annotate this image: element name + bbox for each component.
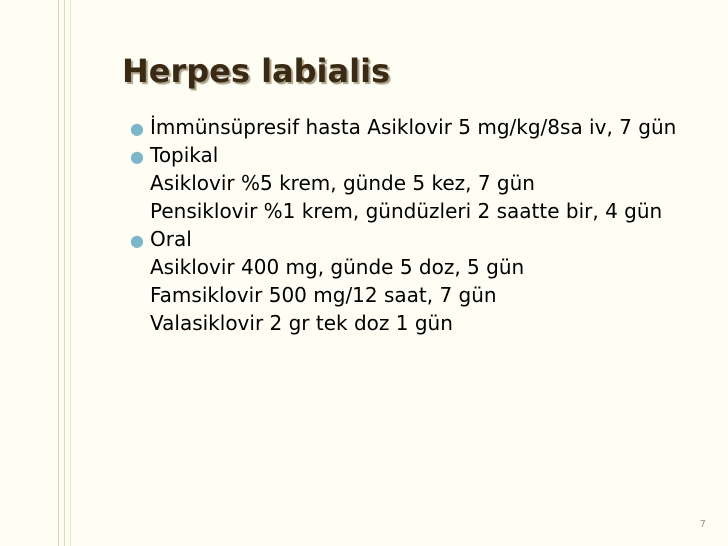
sub-line-text: Pensiklovir %1 krem, gündüzleri 2 saatte bir, 4 gün — [150, 199, 663, 223]
sub-line — [130, 173, 710, 193]
bullet-icon: ● — [130, 231, 144, 250]
bullet-text: Topikal — [150, 143, 219, 167]
sub-line — [130, 201, 710, 221]
slide-content — [130, 117, 710, 333]
sub-line — [130, 257, 710, 277]
bullet-item — [130, 117, 710, 137]
sub-line-text: Famsiklovir 500 mg/12 saat, 7 gün — [150, 283, 497, 307]
sub-line-text: Asiklovir %5 krem, günde 5 kez, 7 gün — [150, 171, 535, 195]
page-number: 7 — [699, 519, 706, 530]
slide-title: Herpes labialis — [122, 52, 391, 90]
bullet-text: Oral — [150, 227, 192, 251]
decorative-line — [64, 0, 65, 546]
sub-line-text: Valasiklovir 2 gr tek doz 1 gün — [150, 311, 453, 335]
bullet-item — [130, 145, 710, 165]
sub-line — [130, 285, 710, 305]
sub-line — [130, 313, 710, 333]
sub-line-text: Asiklovir 400 mg, günde 5 doz, 5 gün — [150, 255, 525, 279]
bullet-item — [130, 229, 710, 249]
bullet-text: İmmünsüpresif hasta Asiklovir 5 mg/kg/8sa iv, 7 gün — [150, 115, 677, 139]
bullet-icon: ● — [130, 119, 144, 138]
bullet-icon: ● — [130, 147, 144, 166]
decorative-line — [70, 0, 71, 546]
decorative-line — [58, 0, 59, 546]
